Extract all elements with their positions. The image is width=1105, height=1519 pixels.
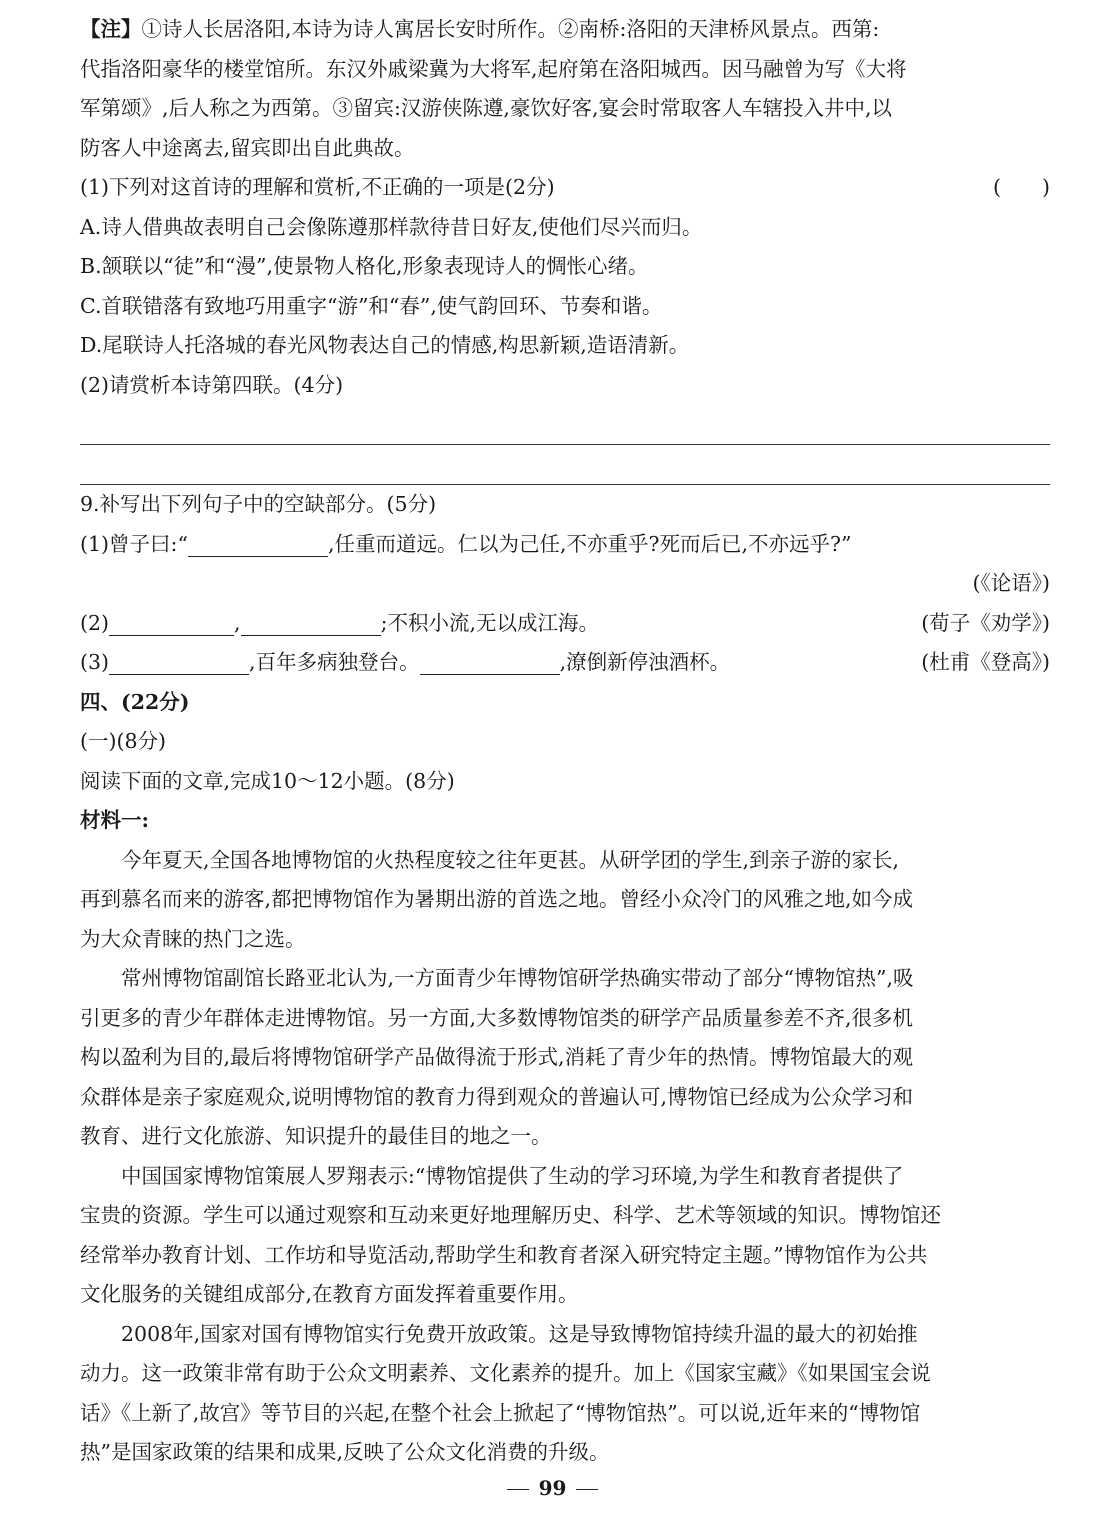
article-paragraph-4	[80, 1315, 1050, 1473]
q9-item3-suffix: ,潦倒新停浊酒杯。	[559, 650, 731, 674]
article-line: 中国国家博物馆策展人罗翔表示:“博物馆提供了生动的学习环境,为学生和教育者提供了	[121, 1163, 904, 1188]
section4-title: 四、(22分)	[80, 689, 190, 714]
answer-paren[interactable]: ( )	[993, 175, 1050, 199]
q9-item1-suffix: ,任重而道远。仁以为己任,不亦重乎?死而后已,不亦远乎?”	[327, 531, 852, 556]
option-c: C.首联错落有致地巧用重字“游”和“春”,使气韵回环、节奏和谐。	[80, 293, 663, 318]
note-label: 【注】	[80, 17, 142, 41]
q9-item2	[80, 604, 1050, 644]
note-line-2: 代指洛阳豪华的楼堂馆所。东汉外戚梁冀为大将军,起府第在洛阳城西。因马融曾为写《大将	[80, 56, 907, 81]
note-text-1: ①诗人长居洛阳,本诗为诗人寓居长安时所作。②南桥:洛阳的天津桥风景点。西第:	[141, 17, 880, 41]
article-line: 动力。这一政策非常有助于公众文明素养、文化素养的提升。加上《国家宝藏》《如果国宝会说	[80, 1361, 931, 1385]
q9-item2-source: (荀子《劝学》)	[921, 610, 1050, 635]
fill-blank-5[interactable]	[420, 648, 560, 675]
q9-item3-source: (杜甫《登高》)	[921, 650, 1050, 674]
q8-part1-stem: (1)下列对这首诗的理解和赏析,不正确的一项是(2分)	[80, 175, 555, 199]
q9-item3-mid: ,百年多病独登台。	[249, 650, 420, 674]
q9-item3	[80, 643, 1050, 683]
section4-sub1: (一)(8分)	[80, 729, 167, 753]
note-line-3: 军第颂》,后人称之为西第。③留宾:汉游侠陈遵,豪饮好客,宴会时常取客人车辖投入井中,以	[80, 96, 892, 120]
page-number: 99	[538, 1476, 567, 1500]
article-paragraph-3	[80, 1157, 1050, 1315]
note-line-1	[80, 10, 1050, 50]
option-a: A.诗人借典故表明自己会像陈遵那样款待昔日好友,使他们尽兴而归。	[80, 214, 703, 239]
exam-page	[80, 10, 1050, 1473]
q9-title: 9.补写出下列句子中的空缺部分。(5分)	[80, 492, 437, 516]
article-line: 为大众青睐的热门之选。	[80, 926, 306, 951]
option-d: D.尾联诗人托洛城的春光风物表达自己的情感,构思新颖,造语清新。	[80, 333, 690, 357]
fill-blank-2[interactable]	[109, 609, 234, 636]
article-line: 教育、进行文化旅游、知识提升的最佳目的地之一。	[80, 1124, 552, 1148]
fill-blank-4[interactable]	[109, 648, 249, 675]
material1-label: 材料一:	[80, 808, 150, 832]
q9-item1-source-line	[80, 564, 1050, 604]
article-line: 再到慕名而来的游客,都把博物馆作为暑期出游的首选之地。曾经小众冷门的风雅之地,如今成	[80, 887, 914, 911]
article-line: 常州博物馆副馆长路亚北认为,一方面青少年博物馆研学热确实带动了部分“博物馆热”,吸	[121, 966, 914, 990]
note-line-4: 防客人中途离去,留宾即出自此典故。	[80, 135, 415, 160]
article-line: 经常举办教育计划、工作坊和导览活动,帮助学生和教育者深入研究特定主题。”博物馆作为公共	[80, 1242, 928, 1267]
q8-part1-stem-line	[80, 168, 1050, 208]
fill-blank-3[interactable]	[241, 609, 381, 636]
page-number-footer	[0, 1476, 1105, 1500]
article-line: 话》《上新了,故宫》等节目的兴起,在整个社会上掀起了“博物馆热”。可以说,近年来的“博物馆	[80, 1400, 921, 1425]
option-b: B.颔联以“徒”和“漫”,使景物人格化,形象表现诗人的惆怅心绪。	[80, 254, 649, 278]
article-line: 热”是国家政策的结果和成果,反映了公众文化消费的升级。	[80, 1440, 610, 1464]
q9-item1-prefix: (1)曾子曰:“	[80, 531, 188, 556]
footer-dash-left	[507, 1489, 529, 1490]
article-paragraph-2	[80, 959, 1050, 1157]
q8-part2-stem: (2)请赏析本诗第四联。(4分)	[80, 372, 344, 397]
article-line: 引更多的青少年群体走进博物馆。另一方面,大多数博物馆类的研学产品质量参差不齐,很多机	[80, 1005, 914, 1030]
article-line: 构以盈利为目的,最后将博物馆研学产品做得流于形式,消耗了青少年的热情。博物馆最大的观	[80, 1045, 914, 1069]
article-line: 宝贵的资源。学生可以通过观察和互动来更好地理解历史、科学、艺术等领域的知识。博物馆还	[80, 1203, 941, 1227]
q9-item1	[80, 525, 1050, 565]
q9-item2-prefix: (2)	[80, 610, 110, 635]
article-line: 今年夏天,全国各地博物馆的火热程度较之往年更甚。从研学团的学生,到亲子游的家长,	[121, 847, 900, 872]
article-line: 众群体是亲子家庭观众,说明博物馆的教育力得到观众的普遍认可,博物馆已经成为公众学习和	[80, 1084, 914, 1109]
article-line: 文化服务的关键组成部分,在教育方面发挥着重要作用。	[80, 1282, 579, 1306]
reading-instruction: 阅读下面的文章,完成10～12小题。(8分)	[80, 768, 455, 793]
fill-blank-1[interactable]	[188, 530, 328, 557]
q9-item2-mid: ,	[234, 610, 241, 635]
q9-item1-source: (《论语》)	[972, 571, 1050, 595]
article-line: 2008年,国家对国有博物馆实行免费开放政策。这是导致博物馆持续升温的最大的初始推	[121, 1321, 918, 1346]
answer-line-2[interactable]	[80, 445, 1050, 485]
article-paragraph-1	[80, 841, 1050, 960]
q9-item2-suffix: ;不积小流,无以成江海。	[380, 610, 600, 635]
answer-line-1[interactable]	[80, 405, 1050, 445]
footer-dash-right	[576, 1489, 598, 1490]
q9-item3-prefix: (3)	[80, 650, 110, 674]
